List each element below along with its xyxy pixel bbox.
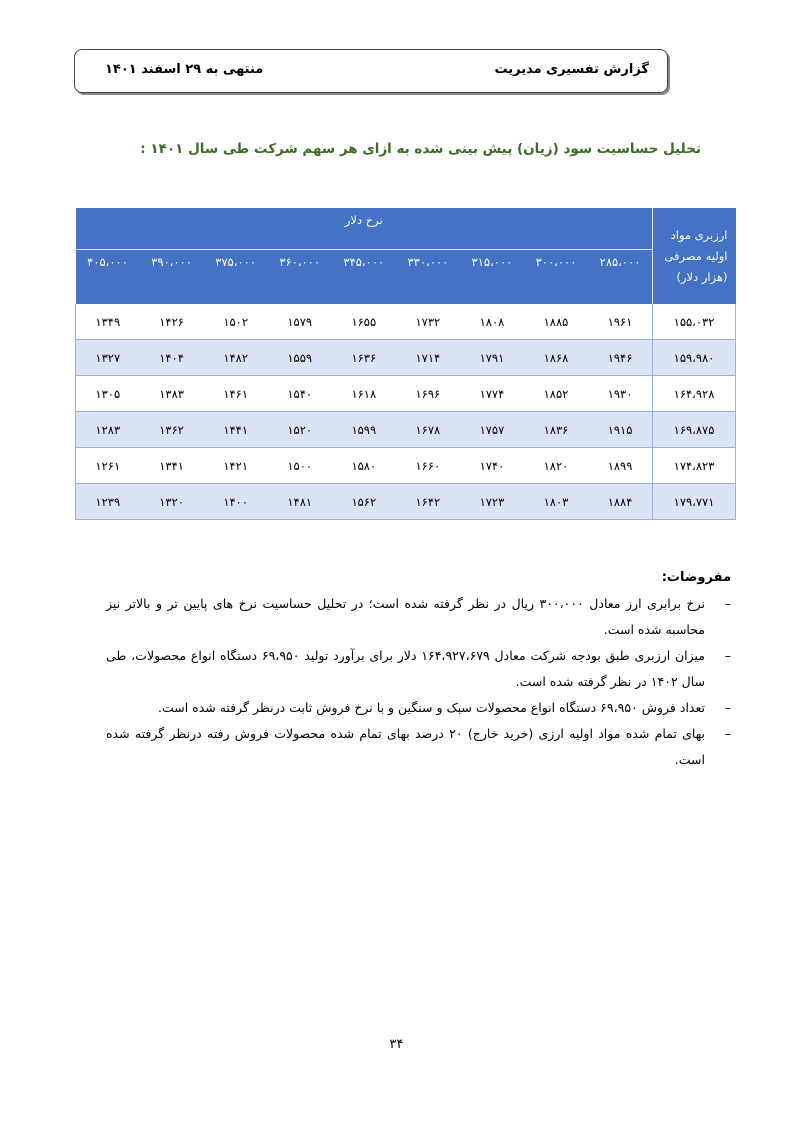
rate-header: ۳۶۰،۰۰۰ (268, 250, 332, 305)
rate-header: ۳۰۰،۰۰۰ (524, 250, 588, 305)
table-row (76, 412, 736, 448)
page-number: ۳۴ (389, 1037, 404, 1052)
table-cell: ۱۷۱۴ (396, 340, 460, 376)
table-cell: ۱۴۰۴ (140, 340, 204, 376)
table-cell: ۱۸۲۰ (524, 448, 588, 484)
list-item (106, 695, 731, 721)
table-cell: ۱۵۰۰ (268, 448, 332, 484)
assumption-text: بهای تمام شده مواد اولیه ارزی (خرید خارج) ۲۰ درصد بهای تمام شده محصولات فروش رفته درنظر گرفته شده است. (106, 726, 705, 767)
row-label: ۱۶۹،۸۷۵ (653, 412, 736, 448)
table-cell: ۱۹۳۰ (588, 376, 653, 412)
table-cell: ۱۳۲۰ (140, 484, 204, 520)
table-row (76, 484, 736, 520)
table-cell: ۱۸۸۵ (524, 304, 588, 340)
row-label: ۱۷۴،۸۲۳ (653, 448, 736, 484)
table-cell: ۱۸۶۸ (524, 340, 588, 376)
table-cell: ۱۴۲۱ (204, 448, 268, 484)
table-cell: ۱۴۶۱ (204, 376, 268, 412)
table-cell: ۱۹۱۵ (588, 412, 653, 448)
table-cell: ۱۸۰۸ (460, 304, 524, 340)
table-cell: ۱۳۴۹ (76, 304, 140, 340)
table-cell: ۱۳۴۱ (140, 448, 204, 484)
assumption-text: نرخ برابری ارز معادل ۳۰۰،۰۰۰ ریال در نظر گرفته شده است؛ در تحلیل حساسیت نرخ های پایین تر و بالاتر نیز محاسبه شده است. (106, 596, 705, 637)
table-cell: ۱۲۸۳ (76, 412, 140, 448)
row-label: ۱۵۵،۰۳۲ (653, 304, 736, 340)
table-cell: ۱۴۲۶ (140, 304, 204, 340)
rate-header: ۳۷۵،۰۰۰ (204, 250, 268, 305)
table-cell: ۱۸۳۶ (524, 412, 588, 448)
table-cell: ۱۳۰۵ (76, 376, 140, 412)
rate-header: ۳۱۵،۰۰۰ (460, 250, 524, 305)
table-cell: ۱۹۶۱ (588, 304, 653, 340)
table-cell: ۱۸۸۴ (588, 484, 653, 520)
row-header: ارزبری مواد اولیه مصرفی (هزار دلار) (653, 208, 736, 304)
table-row (76, 376, 736, 412)
table-cell: ۱۷۴۰ (460, 448, 524, 484)
table-cell: ۱۹۴۶ (588, 340, 653, 376)
rate-header: ۳۳۰،۰۰۰ (396, 250, 460, 305)
table-cell: ۱۶۳۶ (332, 340, 396, 376)
table-cell: ۱۶۴۲ (396, 484, 460, 520)
table-cell: ۱۲۳۹ (76, 484, 140, 520)
table-cell: ۱۶۷۸ (396, 412, 460, 448)
table-cell: ۱۵۷۹ (268, 304, 332, 340)
table-cell: ۱۵۵۹ (268, 340, 332, 376)
rate-header: ۳۴۵،۰۰۰ (332, 250, 396, 305)
table-cell: ۱۸۹۹ (588, 448, 653, 484)
table-cell: ۱۸۵۲ (524, 376, 588, 412)
table-cell: ۱۸۰۳ (524, 484, 588, 520)
rate-header: ۲۸۵،۰۰۰ (588, 250, 653, 305)
sensitivity-table (75, 208, 736, 520)
row-label: ۱۵۹،۹۸۰ (653, 340, 736, 376)
table-cell: ۱۶۹۶ (396, 376, 460, 412)
table-cell: ۱۴۰۰ (204, 484, 268, 520)
table-cell: ۱۳۲۷ (76, 340, 140, 376)
assumption-text: میزان ارزبری طبق بودجه شرکت معادل ۱۶۴،۹۲۷،۶۷۹ دلار برای برآورد تولید ۶۹،۹۵۰ دستگاه انواع محصولات، طی سال ۱۴۰۲ در نظر گرفته شده است. (106, 648, 705, 689)
table-row (76, 448, 736, 484)
list-item (106, 721, 731, 773)
report-title: گزارش تفسیری مدیریت (494, 62, 649, 77)
report-header (74, 49, 668, 93)
assumption-text: تعداد فروش ۶۹،۹۵۰ دستگاه انواع محصولات سبک و سنگین و با نرخ فروش ثابت درنظر گرفته شده است. (157, 700, 705, 715)
assumptions-list (106, 591, 731, 773)
table-cell: ۱۳۶۲ (140, 412, 204, 448)
table-cell: ۱۵۴۰ (268, 376, 332, 412)
table-cell: ۱۵۰۲ (204, 304, 268, 340)
list-item (106, 591, 731, 643)
dash-bullet: – (724, 596, 731, 611)
table-cell: ۱۶۱۸ (332, 376, 396, 412)
table-cell: ۱۲۶۱ (76, 448, 140, 484)
table-cell: ۱۴۸۱ (268, 484, 332, 520)
row-label: ۱۷۹،۷۷۱ (653, 484, 736, 520)
table-cell: ۱۷۳۲ (396, 304, 460, 340)
table-cell: ۱۷۹۱ (460, 340, 524, 376)
table-row (76, 340, 736, 376)
row-label: ۱۶۴،۹۲۸ (653, 376, 736, 412)
dash-bullet: – (724, 700, 731, 715)
table-cell: ۱۳۸۳ (140, 376, 204, 412)
table-cell: ۱۴۴۱ (204, 412, 268, 448)
table-cell: ۱۵۲۰ (268, 412, 332, 448)
rate-header: ۴۰۵،۰۰۰ (76, 250, 140, 305)
table-cell: ۱۵۸۰ (332, 448, 396, 484)
table-cell: ۱۶۵۵ (332, 304, 396, 340)
list-item (106, 643, 731, 695)
dash-bullet: – (724, 726, 731, 741)
table-cell: ۱۷۷۴ (460, 376, 524, 412)
section-title: تحلیل حساسیت سود (زیان) پیش بینی شده به ازای هر سهم شرکت طی سال ۱۴۰۱ : (140, 141, 701, 157)
rate-group-header: نرخ دلار (76, 208, 653, 250)
table-cell: ۱۵۹۹ (332, 412, 396, 448)
table-cell: ۱۶۶۰ (396, 448, 460, 484)
table-cell: ۱۷۵۷ (460, 412, 524, 448)
table-cell: ۱۵۶۲ (332, 484, 396, 520)
assumptions-section (106, 570, 731, 773)
table-cell: ۱۴۸۲ (204, 340, 268, 376)
rate-header: ۳۹۰،۰۰۰ (140, 250, 204, 305)
table-cell: ۱۷۲۳ (460, 484, 524, 520)
report-period: منتهی به ۲۹ اسفند ۱۴۰۱ (105, 62, 264, 77)
dash-bullet: – (724, 648, 731, 663)
assumptions-title: مفروضات: (661, 570, 731, 585)
table-row (76, 304, 736, 340)
